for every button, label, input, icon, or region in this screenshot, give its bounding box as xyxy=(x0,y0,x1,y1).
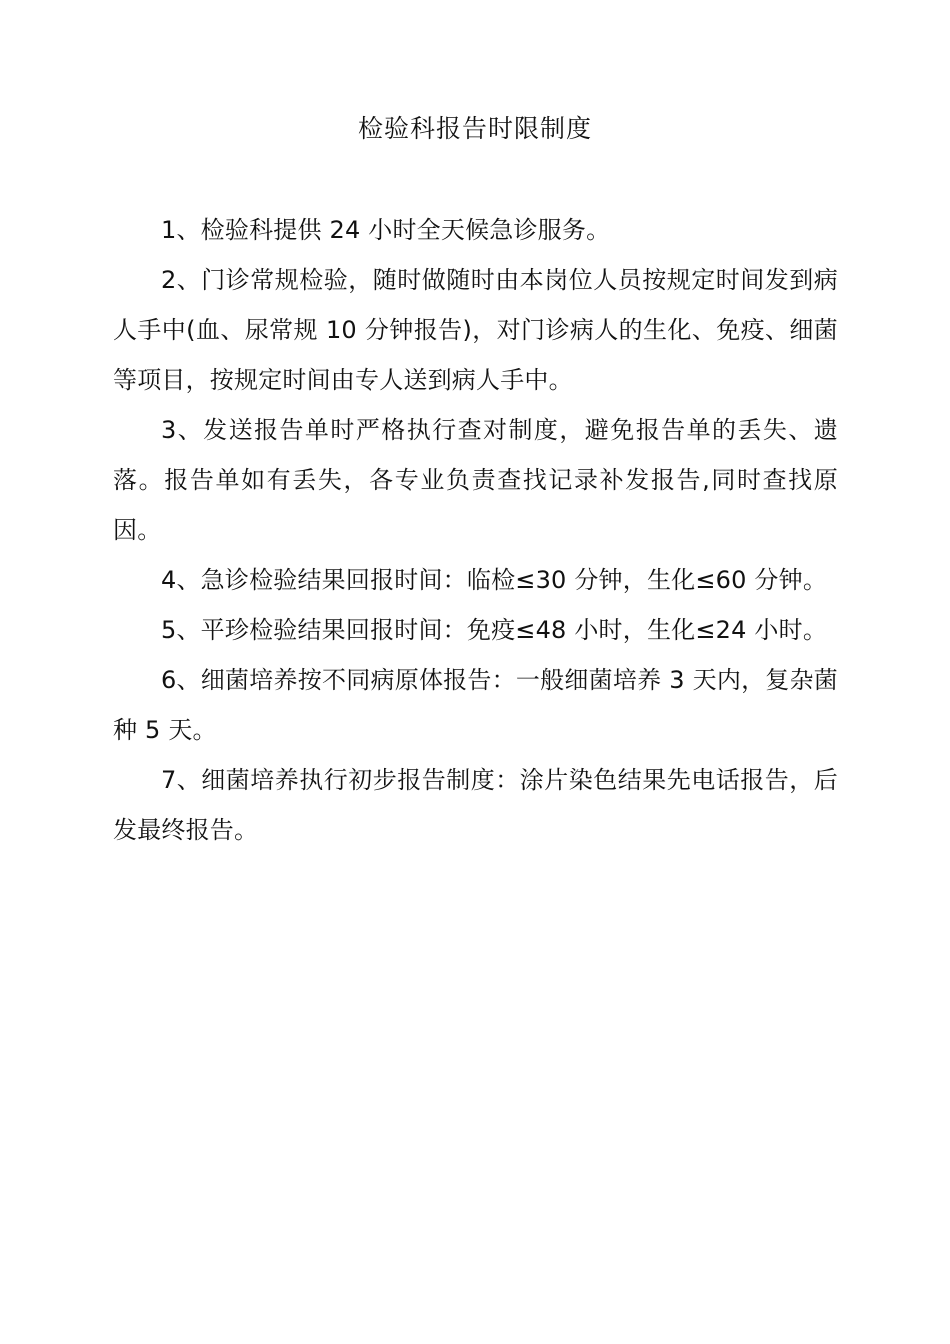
document-title: 检验科报告时限制度 xyxy=(357,114,592,143)
document-body xyxy=(113,205,838,855)
paragraph-3: 3、发送报告单时严格执行查对制度，避免报告单的丢失、遗落。报告单如有丢失，各专业负责查找记录补发报告,同时查找原因。 xyxy=(113,416,838,544)
paragraph-4: 4、急诊检验结果回报时间：临检≤30 分钟，生化≤60 分钟。 xyxy=(161,566,828,594)
paragraph-7: 7、细菌培养执行初步报告制度：涂片染色结果先电话报告，后发最终报告。 xyxy=(113,766,838,844)
paragraph-1: 1、检验科提供 24 小时全天候急诊服务。 xyxy=(161,216,611,244)
paragraph-5: 5、平珍检验结果回报时间：免疫≤48 小时，生化≤24 小时。 xyxy=(161,616,828,644)
paragraph-2: 2、门诊常规检验，随时做随时由本岗位人员按规定时间发到病人手中(血、尿常规 10 分钟报告)，对门诊病人的生化、免疫、细菌等项目，按规定时间由专人送到病人手中。 xyxy=(113,266,838,394)
paragraph-6: 6、细菌培养按不同病原体报告：一般细菌培养 3 天内，复杂菌种 5 天。 xyxy=(113,666,838,744)
